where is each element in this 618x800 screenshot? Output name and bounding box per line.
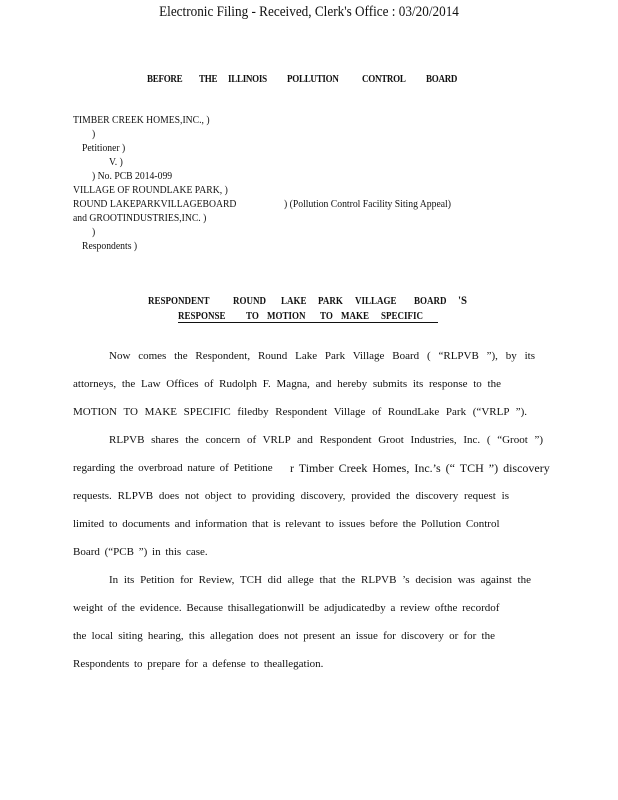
paragraph-line-bold-segment: r Timber Creek Homes, Inc.’s (“ TCH ”) discovery: [290, 461, 550, 475]
response-subtitle-word: SPECIFIC: [381, 311, 424, 322]
board-title-word: BOARD: [426, 74, 458, 85]
caption-respondent-board: ROUND LAKEPARKVILLAGEBOARD: [73, 198, 237, 210]
response-title-word: 'S: [458, 293, 468, 307]
board-title-word: ILLINOIS: [228, 74, 267, 85]
response-subtitle-word: MAKE: [341, 311, 369, 322]
board-title-word: CONTROL: [362, 74, 406, 85]
caption-petitioner-label: Petitioner ): [82, 142, 126, 154]
paragraph-line: RLPVB shares the concern of VRLP and Respondent Groot Industries, Inc. ( “Groot ”): [109, 434, 543, 446]
caption-bracket: ): [92, 226, 96, 238]
caption-respondent-village: VILLAGE OF ROUNDLAKE PARK, ): [73, 184, 228, 196]
caption-case-number: ) No. PCB 2014-099: [92, 170, 173, 182]
paragraph-line: Respondents to prepare for a defense to theallegation.: [73, 658, 324, 670]
paragraph-line: regarding the overbroad nature of Petitione: [73, 462, 273, 474]
board-title-word: BEFORE: [147, 74, 183, 85]
paragraph-line: limited to documents and information that is relevant to issues before the Pollution Control: [73, 518, 500, 530]
response-subtitle-word: RESPONSE: [178, 311, 226, 322]
response-subtitle-word: TO: [320, 311, 333, 322]
paragraph-line: attorneys, the Law Offices of Rudolph F. Magna, and hereby submits its response to the: [73, 378, 501, 390]
response-title-word: ROUND: [233, 296, 267, 307]
response-title-word: PARK: [318, 296, 343, 307]
response-title-word: VILLAGE: [355, 296, 397, 307]
response-title-word: BOARD: [414, 296, 447, 307]
paragraph-line: Now comes the Respondent, Round Lake Park Village Board ( “RLPVB ”), by its: [109, 350, 535, 362]
response-subtitle-word: TO: [246, 311, 259, 322]
paragraph-line: the local siting hearing, this allegation does not present an issue for discovery or for the: [73, 630, 495, 642]
caption-appeal-type: ) (Pollution Control Facility Siting Appeal): [284, 198, 451, 210]
paragraph-line: weight of the evidence. Because thisallegationwill be adjudicatedby a review ofthe recordof: [73, 602, 500, 614]
efiling-header: Electronic Filing - Received, Clerk's Office : 03/20/2014: [159, 4, 459, 20]
caption-petitioner-name: TIMBER CREEK HOMES,INC., ): [73, 114, 210, 126]
board-title-word: THE: [199, 74, 218, 85]
response-title-underline: [178, 322, 438, 323]
paragraph-line: In its Petition for Review, TCH did allege that the RLPVB ’s decision was against the: [109, 574, 531, 586]
caption-bracket: ): [92, 128, 96, 140]
paragraph-line: MOTION TO MAKE SPECIFIC filedby Respondent Village of RoundLake Park (“VRLP ”).: [73, 406, 527, 418]
caption-respondents-label: Respondents ): [82, 240, 138, 252]
paragraph-line: Board (“PCB ”) in this case.: [73, 546, 208, 558]
response-title-word: LAKE: [281, 296, 307, 307]
paragraph-line: requests. RLPVB does not object to providing discovery, provided the discovery request is: [73, 490, 509, 502]
response-subtitle-word: MOTION: [267, 311, 306, 322]
response-title-word: RESPONDENT: [148, 296, 210, 307]
caption-respondent-groot: and GROOTINDUSTRIES,INC. ): [73, 212, 207, 224]
board-title-word: POLLUTION: [287, 74, 339, 85]
caption-versus: V. ): [109, 156, 123, 168]
